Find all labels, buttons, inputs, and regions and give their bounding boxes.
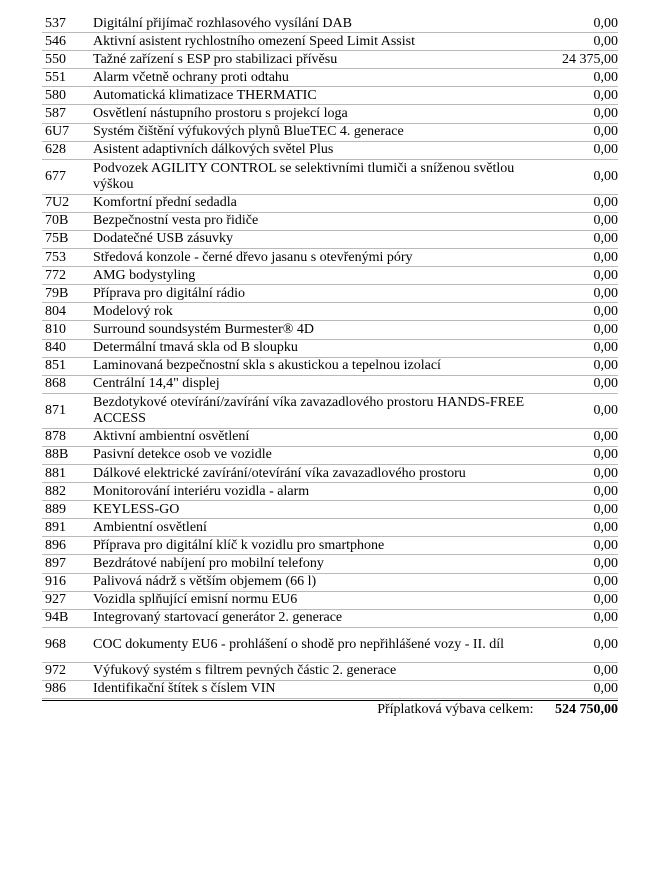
option-code: 868 <box>42 375 93 393</box>
option-price: 0,00 <box>558 321 618 339</box>
total-value: 524 750,00 <box>555 702 618 717</box>
option-code: 551 <box>42 69 93 87</box>
option-description: Bezdrátové nabíjení pro mobilní telefony <box>93 555 558 573</box>
option-code: 986 <box>42 680 93 698</box>
option-description: Komfortní přední sedadla <box>93 194 558 212</box>
option-code: 851 <box>42 357 93 375</box>
option-code: 772 <box>42 267 93 285</box>
option-description: Laminovaná bezpečnostní skla s akustickou a tepelnou izolací <box>93 357 558 375</box>
equipment-table-body <box>42 15 618 699</box>
option-description: Bezpečnostní vesta pro řidiče <box>93 212 558 230</box>
table-row <box>42 357 618 375</box>
option-price: 0,00 <box>558 87 618 105</box>
option-description: Aktivní asistent rychlostního omezení Speed Limit Assist <box>93 33 558 51</box>
option-code: 94B <box>42 609 93 627</box>
option-description: Pasivní detekce osob ve vozidle <box>93 446 558 464</box>
option-description: Podvozek AGILITY CONTROL se selektivními tlumiči a sníženou světlou výškou <box>93 159 558 194</box>
option-code: 546 <box>42 33 93 51</box>
table-row <box>42 249 618 267</box>
table-row <box>42 501 618 519</box>
option-code: 881 <box>42 464 93 482</box>
table-row <box>42 321 618 339</box>
option-price: 0,00 <box>558 609 618 627</box>
option-code: 804 <box>42 303 93 321</box>
option-price: 24 375,00 <box>558 51 618 69</box>
table-row <box>42 267 618 285</box>
option-code: 677 <box>42 159 93 194</box>
table-row <box>42 662 618 680</box>
option-code: 79B <box>42 285 93 303</box>
option-description: Digitální přijímač rozhlasového vysílání DAB <box>93 15 558 33</box>
option-description: Příprava pro digitální klíč k vozidlu pro smartphone <box>93 537 558 555</box>
option-description: Determální tmavá skla od B sloupku <box>93 339 558 357</box>
option-code: 840 <box>42 339 93 357</box>
option-code: 7U2 <box>42 194 93 212</box>
table-row <box>42 141 618 159</box>
option-price: 0,00 <box>558 680 618 698</box>
table-row <box>42 123 618 141</box>
table-row <box>42 519 618 537</box>
option-code: 550 <box>42 51 93 69</box>
option-code: 580 <box>42 87 93 105</box>
table-bottom-rule <box>42 700 618 701</box>
option-description: COC dokumenty EU6 - prohlášení o shodě pro nepřihlášené vozy - II. díl <box>93 627 558 662</box>
table-row <box>42 285 618 303</box>
option-price: 0,00 <box>558 15 618 33</box>
table-row <box>42 105 618 123</box>
option-description: Ambientní osvětlení <box>93 519 558 537</box>
option-price: 0,00 <box>558 519 618 537</box>
option-price: 0,00 <box>558 662 618 680</box>
option-code: 968 <box>42 627 93 662</box>
option-description: Alarm včetně ochrany proti odtahu <box>93 69 558 87</box>
option-code: 810 <box>42 321 93 339</box>
option-description: Modelový rok <box>93 303 558 321</box>
option-price: 0,00 <box>558 194 618 212</box>
option-description: Příprava pro digitální rádio <box>93 285 558 303</box>
table-row <box>42 591 618 609</box>
option-price: 0,00 <box>558 249 618 267</box>
option-code: 891 <box>42 519 93 537</box>
table-row <box>42 464 618 482</box>
option-price: 0,00 <box>558 123 618 141</box>
option-price: 0,00 <box>558 446 618 464</box>
option-price: 0,00 <box>558 375 618 393</box>
option-price: 0,00 <box>558 141 618 159</box>
table-row <box>42 627 618 662</box>
option-description: Vozidla splňující emisní normu EU6 <box>93 591 558 609</box>
option-code: 889 <box>42 501 93 519</box>
option-description: Palivová nádrž s větším objemem (66 l) <box>93 573 558 591</box>
option-description: Surround soundsystém Burmester® 4D <box>93 321 558 339</box>
option-code: 587 <box>42 105 93 123</box>
table-row <box>42 483 618 501</box>
table-row <box>42 194 618 212</box>
option-description: Dodatečné USB zásuvky <box>93 230 558 248</box>
table-row <box>42 446 618 464</box>
equipment-table <box>42 15 618 699</box>
option-price: 0,00 <box>558 212 618 230</box>
option-code: 916 <box>42 573 93 591</box>
option-price: 0,00 <box>558 428 618 446</box>
option-price: 0,00 <box>558 285 618 303</box>
option-code: 878 <box>42 428 93 446</box>
option-price: 0,00 <box>558 159 618 194</box>
option-description: Integrovaný startovací generátor 2. generace <box>93 609 558 627</box>
option-code: 75B <box>42 230 93 248</box>
option-price: 0,00 <box>558 105 618 123</box>
option-code: 6U7 <box>42 123 93 141</box>
option-price: 0,00 <box>558 393 618 428</box>
option-price: 0,00 <box>558 69 618 87</box>
option-code: 896 <box>42 537 93 555</box>
table-row <box>42 212 618 230</box>
option-price: 0,00 <box>558 267 618 285</box>
table-row <box>42 375 618 393</box>
option-description: Automatická klimatizace THERMATIC <box>93 87 558 105</box>
table-row <box>42 230 618 248</box>
option-price: 0,00 <box>558 464 618 482</box>
table-row <box>42 87 618 105</box>
table-row <box>42 15 618 33</box>
option-price: 0,00 <box>558 555 618 573</box>
table-row <box>42 537 618 555</box>
option-description: Tažné zařízení s ESP pro stabilizaci přívěsu <box>93 51 558 69</box>
option-description: Osvětlení nástupního prostoru s projekcí loga <box>93 105 558 123</box>
table-row <box>42 393 618 428</box>
option-price: 0,00 <box>558 627 618 662</box>
table-row <box>42 339 618 357</box>
option-price: 0,00 <box>558 339 618 357</box>
option-description: Centrální 14,4" displej <box>93 375 558 393</box>
option-price: 0,00 <box>558 591 618 609</box>
option-description: Dálkové elektrické zavírání/otevírání víka zavazadlového prostoru <box>93 464 558 482</box>
option-code: 882 <box>42 483 93 501</box>
option-price: 0,00 <box>558 537 618 555</box>
option-code: 871 <box>42 393 93 428</box>
option-description: Aktivní ambientní osvětlení <box>93 428 558 446</box>
table-row <box>42 680 618 698</box>
option-description: Systém čištění výfukových plynů BlueTEC 4. generace <box>93 123 558 141</box>
option-price: 0,00 <box>558 501 618 519</box>
option-code: 927 <box>42 591 93 609</box>
option-price: 0,00 <box>558 483 618 501</box>
option-description: Bezdotykové otevírání/zavírání víka zavazadlového prostoru HANDS-FREE ACCESS <box>93 393 558 428</box>
option-description: Středová konzole - černé dřevo jasanu s otevřenými póry <box>93 249 558 267</box>
table-row <box>42 69 618 87</box>
table-row <box>42 609 618 627</box>
option-code: 972 <box>42 662 93 680</box>
option-code: 537 <box>42 15 93 33</box>
option-description: KEYLESS-GO <box>93 501 558 519</box>
option-description: AMG bodystyling <box>93 267 558 285</box>
option-description: Identifikační štítek s číslem VIN <box>93 680 558 698</box>
option-code: 88B <box>42 446 93 464</box>
option-price: 0,00 <box>558 33 618 51</box>
option-price: 0,00 <box>558 357 618 375</box>
option-description: Monitorování interiéru vozidla - alarm <box>93 483 558 501</box>
option-code: 70B <box>42 212 93 230</box>
table-row <box>42 33 618 51</box>
table-row <box>42 573 618 591</box>
option-price: 0,00 <box>558 230 618 248</box>
table-row <box>42 159 618 194</box>
option-code: 897 <box>42 555 93 573</box>
total-label: Příplatková výbava celkem: <box>377 702 534 717</box>
option-code: 628 <box>42 141 93 159</box>
option-price: 0,00 <box>558 303 618 321</box>
table-row <box>42 428 618 446</box>
option-description: Asistent adaptivních dálkových světel Plus <box>93 141 558 159</box>
table-row <box>42 555 618 573</box>
option-description: Výfukový systém s filtrem pevných částic 2. generace <box>93 662 558 680</box>
table-row <box>42 303 618 321</box>
table-row <box>42 51 618 69</box>
option-price: 0,00 <box>558 573 618 591</box>
total-row <box>377 702 618 718</box>
option-code: 753 <box>42 249 93 267</box>
